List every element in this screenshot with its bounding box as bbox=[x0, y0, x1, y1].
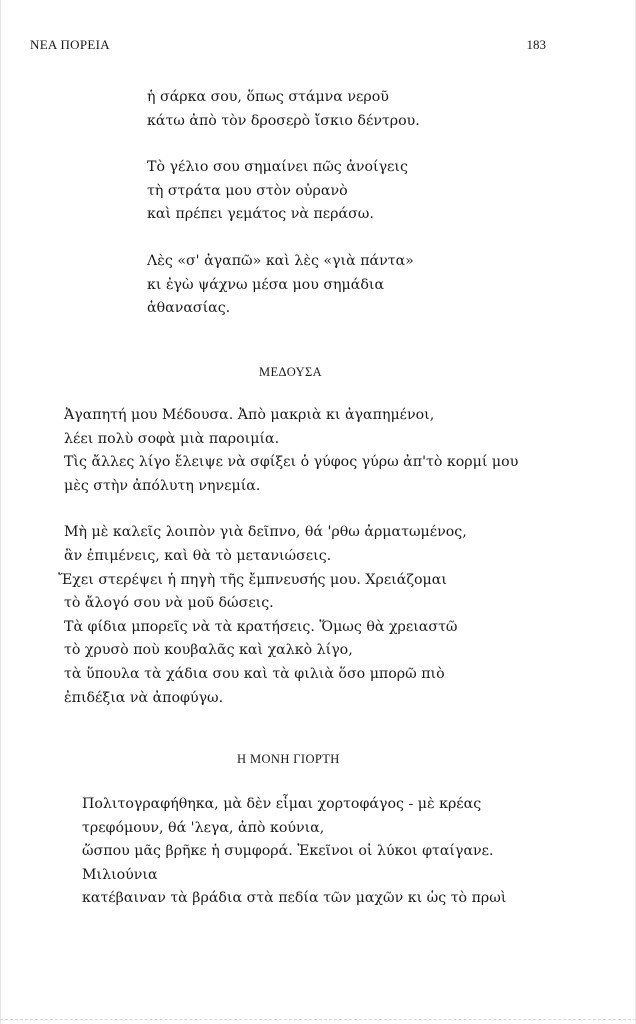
verse-line: καὶ πρέπει γεμάτος νὰ περάσω. bbox=[147, 206, 374, 223]
verse-line: κατέβαιναν τὰ βράδια στὰ πεδία τῶν μαχῶν κι ὡς τὸ πρωὶ bbox=[82, 890, 507, 907]
poem-moni-giorti bbox=[82, 793, 506, 911]
verse-line: Πολιτογραφήθηκα, μὰ δὲν εἶμαι χορτοφάγος - μὲ κρέας bbox=[82, 796, 482, 812]
verse-line: τὸ χρυσὸ ποὺ κουβαλᾶς καὶ χαλκὸ λίγο, bbox=[64, 642, 353, 659]
poem-title-medousa: ΜΕΔΟΥΣΑ bbox=[259, 365, 323, 379]
verse-line: τὰ ὕπουλα τὰ χάδια σου καὶ τὰ φιλιὰ ὅσο μπορῶ πιὸ bbox=[64, 665, 445, 682]
verse-line: Μιλιούνια bbox=[82, 866, 158, 883]
verse-line: Τὶς ἄλλες λίγο ἔλειψε νὰ σφίξει ὁ γύφος γύρω ἀπ'τὸ κορμί μου bbox=[64, 454, 519, 471]
page-number: 183 bbox=[526, 37, 546, 52]
verse-line: κι ἐγὼ ψάχνω μέσα μου σημάδια bbox=[147, 276, 385, 293]
verse-line: Λὲς «σ' ἀγαπῶ» καὶ λὲς «γιὰ πάντα» bbox=[147, 252, 414, 269]
verse-line: τρεφόμουν, θά 'λεγα, ἀπὸ κούνια, bbox=[82, 819, 325, 836]
poem-medousa bbox=[58, 404, 519, 710]
verse-line: μὲς στὴν ἀπόλυτη νηνεμία. bbox=[64, 477, 261, 494]
running-head: ΝΕΑ ΠΟΡΕΙΑ bbox=[30, 37, 110, 52]
verse-line: Τὰ φίδια μπορεῖς νὰ τὰ κρατήσεις. Ὅμως θὰ χρειαστῶ bbox=[64, 618, 458, 635]
verse-line: ἐπιδέξια νὰ ἀποφύγω. bbox=[64, 689, 224, 706]
verse-line: τὴ στράτα μου στὸν οὐρανὸ bbox=[147, 182, 348, 199]
verse-line: ἡ σάρκα σου, ὅπως στάμνα νεροῦ bbox=[147, 89, 389, 105]
verse-line: Ἀγαπητή μου Μέδουσα. Ἀπὸ μακριὰ κι ἀγαπημένοι, bbox=[64, 407, 435, 423]
verse-line: ἂν ἐπιμένεις, καὶ θὰ τὸ μετανιώσεις. bbox=[64, 547, 332, 564]
verse-line: ἀθανασίας. bbox=[147, 300, 231, 317]
poem-continuation bbox=[147, 86, 420, 321]
verse-line: ὥσπου μᾶς βρῆκε ἡ συμφορά. Ἐκεῖνοι οἱ λύκοι φταίγανε. bbox=[82, 843, 494, 860]
page-bottom-edge bbox=[0, 1018, 636, 1020]
verse-line: Μὴ μὲ καλεῖς λοιπὸν γιὰ δεῖπνο, θά 'ρθω ἀρματωμένος, bbox=[64, 524, 467, 541]
verse-line: τὸ ἄλογό σου νὰ μοῦ δώσεις. bbox=[64, 595, 274, 612]
verse-line: Ἔχει στερέψει ἡ πηγὴ τῆς ἔμπνευσής μου. Χρειάζομαι bbox=[58, 571, 447, 588]
verse-line: λέει πολὺ σοφὰ μιὰ παροιμία. bbox=[64, 430, 280, 447]
poem-title-moni-giorti: Η ΜΟΝΗ ΓΙΟΡΤΗ bbox=[237, 752, 340, 766]
verse-line: Τὸ γέλιο σου σημαίνει πῶς ἀνοίγεις bbox=[147, 159, 408, 176]
verse-line: κάτω ἀπὸ τὸν δροσερὸ ἴσκιο δέντρου. bbox=[147, 112, 420, 129]
